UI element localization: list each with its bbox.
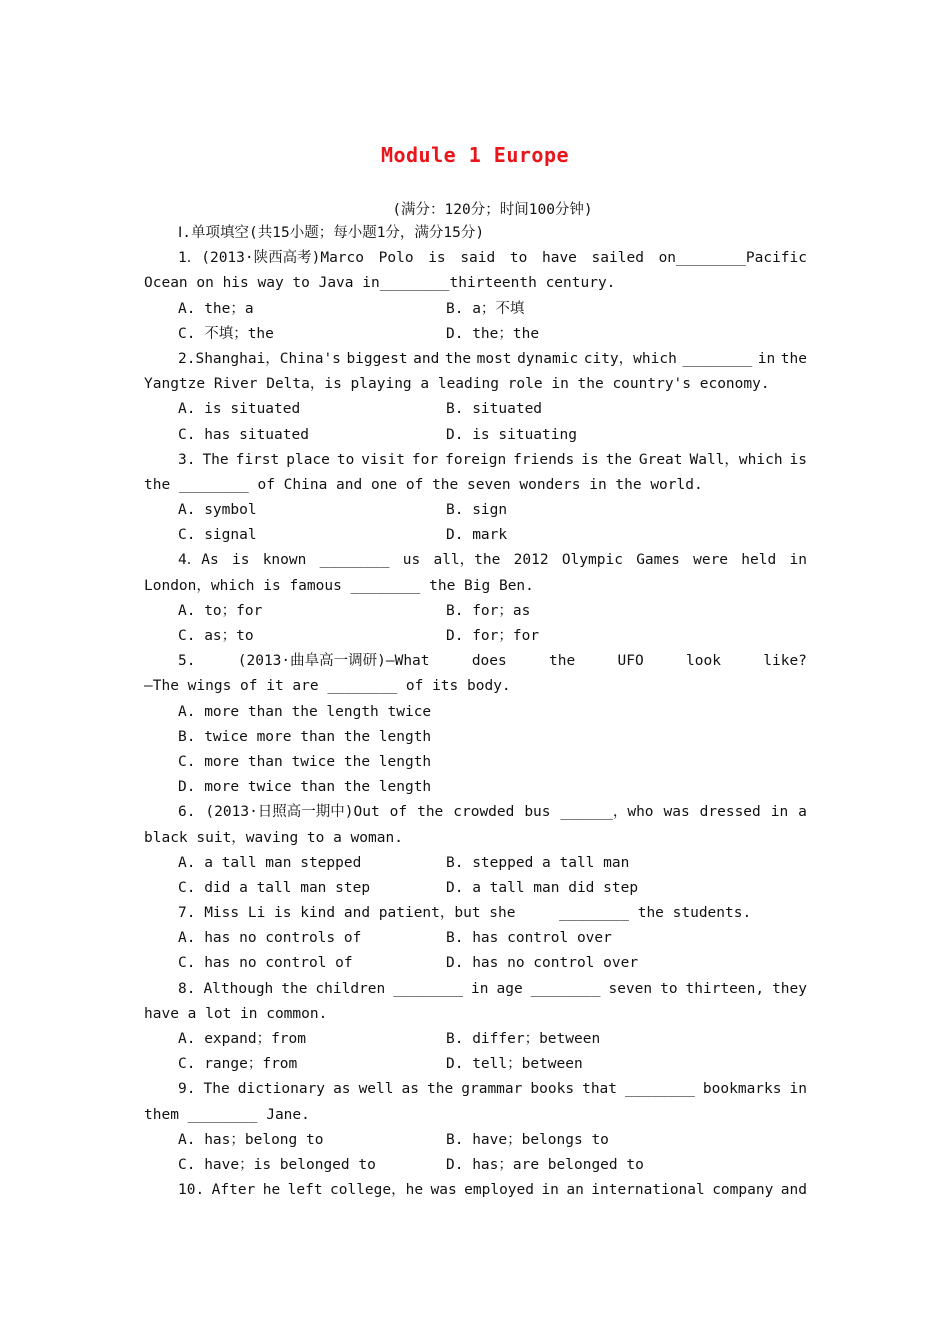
option-row <box>144 1052 807 1077</box>
option-row <box>144 851 807 876</box>
word: a <box>798 804 807 821</box>
word: bookmarks <box>702 1081 782 1098</box>
option-row <box>144 951 807 976</box>
word: (2013·日照高一期中)Out <box>205 804 380 821</box>
option-row <box>144 926 807 951</box>
answer-option: C. 不填；the <box>178 325 274 342</box>
word: biggest <box>346 350 408 367</box>
word: us <box>402 552 421 569</box>
word: visit <box>361 451 405 468</box>
word: foreign <box>445 451 507 468</box>
option-row <box>144 523 807 548</box>
word: have <box>541 250 577 267</box>
word: well <box>358 1081 394 1098</box>
option-row <box>144 1128 807 1153</box>
word: ________ <box>393 980 464 997</box>
question-10 <box>144 1178 807 1203</box>
word: 2.Shanghai，China's <box>178 350 341 367</box>
word: thirteen, <box>685 980 765 997</box>
question-text-line: the ________ of China and one of the seven wonders in the world. <box>144 476 703 493</box>
word: in <box>471 980 489 997</box>
word: first <box>235 451 280 468</box>
question-text-line <box>144 448 807 473</box>
answer-option: C. has situated <box>178 426 309 443</box>
word: is <box>789 451 807 468</box>
word: dressed <box>699 804 761 821</box>
word: After <box>211 1182 256 1199</box>
question-text-line: Ocean on his way to Java in________thirteenth century. <box>144 275 616 292</box>
word: Wall，which <box>689 451 783 468</box>
answer-option: A. the；a <box>178 300 254 317</box>
option-row <box>144 1153 807 1178</box>
word: 9. <box>178 1081 196 1098</box>
answer-option: B. sign <box>446 502 508 519</box>
word: does <box>471 653 507 670</box>
word: ________ <box>530 980 601 997</box>
word: 3. <box>178 451 196 468</box>
word: ______，who <box>560 804 654 821</box>
word: in <box>789 1081 807 1098</box>
word: the <box>444 350 472 367</box>
answer-option: C. more than twice the length <box>178 753 432 770</box>
question-6 <box>144 800 807 901</box>
question-text-line <box>144 1178 807 1203</box>
word: they <box>772 980 807 997</box>
answer-option: A. a tall man stepped <box>178 854 362 871</box>
word: the <box>417 804 444 821</box>
word: and <box>413 350 440 367</box>
word: the <box>605 451 632 468</box>
word: of <box>389 804 408 821</box>
word: was <box>430 1182 457 1199</box>
word: look <box>686 653 721 670</box>
question-8 <box>144 977 807 1078</box>
option-row <box>144 423 807 448</box>
answer-option: A. symbol <box>178 502 257 519</box>
word: books <box>530 1081 575 1098</box>
answer-option: A. more than the length twice <box>178 703 432 720</box>
word: the <box>281 980 308 997</box>
question-text-line <box>144 800 807 825</box>
answer-option: A. to；for <box>178 602 263 619</box>
word: he <box>262 1182 281 1199</box>
answer-option: A. has；belong to <box>178 1131 324 1148</box>
word: place <box>286 451 330 468</box>
word: in <box>757 350 776 367</box>
answer-option: B. has control over <box>446 930 612 947</box>
word: age <box>496 980 523 997</box>
question-3 <box>144 448 807 549</box>
answer-option: D. has；are belonged to <box>446 1156 644 1173</box>
module-title: Module 1 Europe <box>380 143 570 167</box>
answer-option: C. range；from <box>178 1056 298 1073</box>
word: that <box>582 1081 618 1098</box>
answer-option: A. has no controls of <box>178 930 362 947</box>
word: in <box>770 804 789 821</box>
word: Olympic <box>561 552 623 569</box>
word: grammar <box>461 1081 523 1098</box>
answer-option: B. differ；between <box>446 1031 601 1047</box>
word: all，the <box>433 552 501 569</box>
answer-option: B. have；belongs to <box>446 1131 609 1148</box>
question-text-line <box>144 977 807 1002</box>
word: to <box>660 980 678 997</box>
answer-option: B. stepped a tall man <box>446 854 630 871</box>
question-text-line: London，which is famous ________ the Big Ben. <box>144 577 534 594</box>
word: city，which <box>583 350 677 367</box>
answer-option: B. twice more than the length <box>178 728 432 745</box>
question-text-line: have a lot in common. <box>144 1005 328 1022</box>
word: UFO <box>617 653 644 670</box>
word: the <box>427 1081 454 1098</box>
question-text-line: Yangtze River Delta，is playing a leading role in the country's economy. <box>144 376 770 393</box>
option-row <box>144 397 807 422</box>
answer-option: C. did a tall man step <box>178 879 371 896</box>
answer-option: C. have；is belonged to <box>178 1156 376 1173</box>
word: Games <box>636 552 680 569</box>
word: international <box>591 1182 705 1199</box>
option-row <box>144 322 807 347</box>
word: employed <box>464 1182 534 1199</box>
question-text-line <box>144 347 807 372</box>
word: college，he <box>330 1182 424 1199</box>
word: dictionary <box>237 1081 326 1098</box>
answer-option: B. for；as <box>446 602 531 619</box>
question-7 <box>144 901 807 977</box>
answer-option: B. a；不填 <box>446 300 525 317</box>
question-body <box>144 221 807 1203</box>
word: bus <box>524 804 551 821</box>
answer-option: D. tell；between <box>446 1056 583 1073</box>
word: the <box>780 350 807 367</box>
question-text-line: black suit，waving to a woman. <box>144 829 403 846</box>
answer-option: D. has no control over <box>446 955 639 972</box>
question-2 <box>144 347 807 448</box>
option-row <box>144 624 807 649</box>
score-time-info: (满分：120分；时间100分钟) <box>392 202 593 218</box>
question-list <box>144 246 807 1203</box>
word: crowded <box>453 804 515 821</box>
word: said <box>460 250 496 267</box>
word: 8. <box>178 980 196 997</box>
answer-option: D. more twice than the length <box>178 779 432 796</box>
word: Great <box>638 451 683 468</box>
word: like? <box>763 653 807 670</box>
question-5 <box>144 649 807 800</box>
word: to <box>336 451 355 468</box>
word: ________ <box>682 350 753 367</box>
word: Polo <box>378 250 414 267</box>
word: was <box>663 804 690 821</box>
option-row <box>144 1027 807 1052</box>
word: 4．As <box>178 552 219 569</box>
word: for <box>411 451 439 468</box>
word: 6. <box>178 804 196 821</box>
word: friends <box>513 451 575 468</box>
word: 2012 <box>513 552 549 569</box>
word: left <box>287 1182 323 1199</box>
word: and <box>780 1182 807 1199</box>
answer-option: D. the；the <box>446 325 540 342</box>
word: is <box>428 250 446 267</box>
section-heading: Ⅰ.单项填空(共15小题；每小题1分，满分15分) <box>178 225 485 241</box>
word: is <box>581 451 599 468</box>
question-text-line: them ________ Jane. <box>144 1106 310 1123</box>
option-row <box>144 498 807 523</box>
answer-option: A. is situated <box>178 401 301 418</box>
word: were <box>693 552 729 569</box>
option-row <box>144 297 807 322</box>
answer-option: D. a tall man did step <box>446 879 639 896</box>
word: in <box>541 1182 559 1199</box>
answer-option: C. signal <box>178 527 257 544</box>
word: children <box>315 980 386 997</box>
word: ________ <box>625 1081 695 1098</box>
word: most <box>476 350 512 367</box>
word: ________ <box>319 552 390 569</box>
answer-option: D. for；for <box>446 628 540 644</box>
word: Although <box>203 980 274 997</box>
word: company <box>712 1182 774 1199</box>
option-row <box>144 876 807 901</box>
word: the <box>549 653 576 670</box>
question-9 <box>144 1077 807 1178</box>
answer-option: C. as；to <box>178 628 254 644</box>
word: known <box>262 552 307 569</box>
answer-option: C. has no control of <box>178 955 353 972</box>
word: (2013·曲阜高一调研)—What <box>237 653 430 670</box>
word: sailed <box>591 250 644 267</box>
answer-option: D. mark <box>446 527 508 544</box>
question-text-line <box>144 246 807 271</box>
word: 5. <box>178 653 196 670</box>
word: as <box>401 1081 419 1098</box>
word: The <box>203 1081 230 1098</box>
question-text-line <box>144 649 807 674</box>
question-text-line <box>144 1077 807 1102</box>
word: as <box>333 1081 351 1098</box>
question-text-line: 7. Miss Li is kind and patient，but she ________ the students. <box>178 905 752 922</box>
answer-option: D. is situating <box>446 426 577 443</box>
word: seven <box>608 980 653 997</box>
word: 1．(2013·陕西高考)Marco <box>178 250 364 267</box>
answer-option: B. situated <box>446 401 543 418</box>
word: dynamic <box>517 350 579 367</box>
question-text-line: —The wings of it are ________ of its body. <box>144 678 511 695</box>
option-row <box>144 599 807 624</box>
question-text-line <box>144 548 807 573</box>
word: is <box>231 552 250 569</box>
word: on________Pacific <box>658 250 807 267</box>
answer-option: A. expand；from <box>178 1031 306 1047</box>
word: to <box>509 250 528 267</box>
word: held <box>741 552 777 569</box>
word: in <box>789 552 807 569</box>
word: 10. <box>178 1182 205 1199</box>
question-1 <box>144 246 807 347</box>
word: an <box>566 1182 584 1199</box>
question-4 <box>144 548 807 649</box>
word: The <box>202 451 229 468</box>
